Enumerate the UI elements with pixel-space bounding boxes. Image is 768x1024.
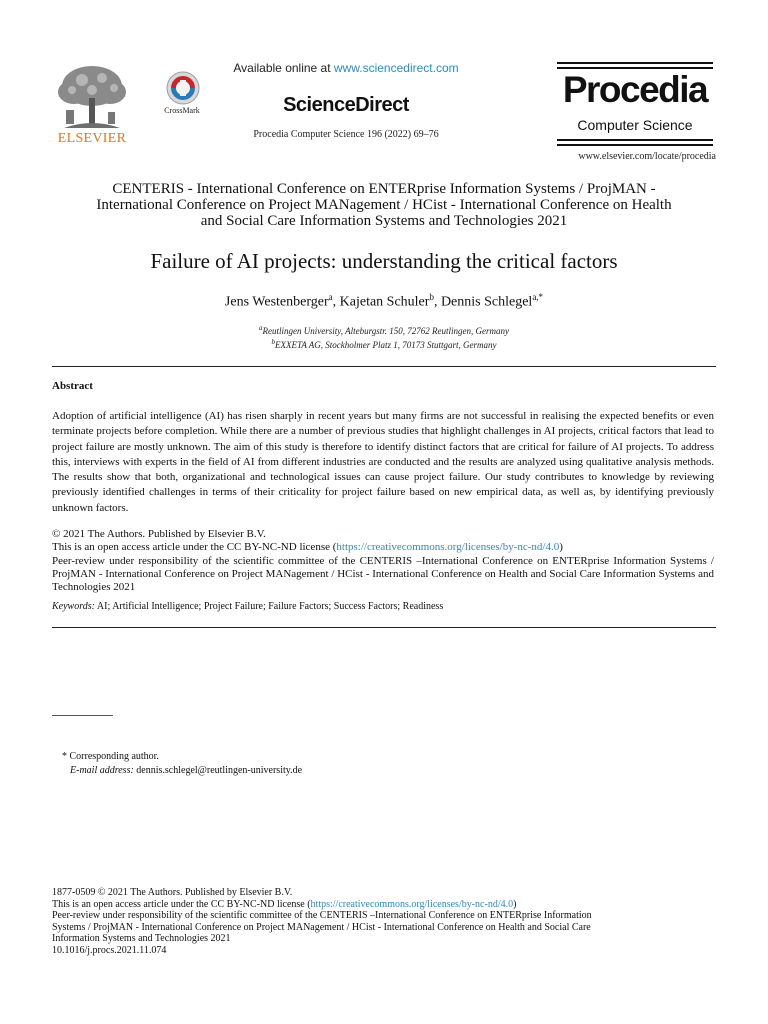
keywords-list: AI; Artificial Intelligence; Project Failure; Failure Factors; Success Factors; Readiness bbox=[94, 601, 444, 612]
license-line bbox=[52, 541, 714, 554]
abstract-body: Adoption of artificial intelligence (AI) has risen sharply in recent years but many firms are not successful in realising the expected benefits or even terminate projects before completion. While there are a number of previous studies that highlight challenges in AI projects, critical factors that lead to project failure are mostly unknown. The aim of this study is therefore to identify distinct factors that are critical for failure of AI projects. To address this, interviews with experts in the field of AI from different industries are conducted and the results are analyzed using qualitative analysis methods. The results show that both, organizational and technological issues can cause project failure. Our study contributes to knowledge by reviewing previously identified challenges in terms of their criticality for project failure based on new empirical data, as well as, by identifying previously unknown factors. bbox=[52, 410, 714, 514]
abstract-heading: Abstract bbox=[52, 380, 93, 392]
peer-review-statement: Peer-review under responsibility of the scientific committee of the CENTERIS –International Conference on ENTERprise Information Systems / ProjMAN - International Conference on Project MANagement / HCist - International Conference on Health and Social Care Information Systems and Technologies 2021 bbox=[52, 555, 714, 593]
author-name: Kajetan Schuler bbox=[339, 294, 430, 310]
license-link[interactable]: https://creativecommons.org/licenses/by-nc-nd/4.0 bbox=[336, 541, 560, 553]
footer-peer-review-line: Information Systems and Technologies 2021 bbox=[52, 933, 231, 944]
conference-line: CENTERIS - International Conference on ENTERprise Information Systems / ProjMAN - bbox=[112, 181, 656, 197]
footer-issn: 1877-0509 © 2021 The Authors. Published by Elsevier B.V. bbox=[52, 887, 293, 898]
keywords bbox=[52, 601, 714, 612]
footer-license bbox=[52, 899, 716, 911]
conference-line: and Social Care Information Systems and Technologies 2021 bbox=[200, 213, 568, 229]
author-separator: , bbox=[433, 294, 441, 310]
footer-license-link[interactable]: https://creativecommons.org/licenses/by-nc-nd/4.0 bbox=[310, 898, 514, 910]
sciencedirect-link[interactable]: www.sciencedirect.com bbox=[333, 61, 459, 75]
affiliation-text: EXXETA AG, Stockholmer Platz 1, 70173 Stuttgart, Germany bbox=[275, 340, 497, 350]
conference-line: International Conference on Project MANagement / HCist - International Conference on Health bbox=[96, 197, 672, 213]
affiliation-mark: b bbox=[271, 338, 275, 346]
sciencedirect-wordmark: ScienceDirect bbox=[283, 94, 409, 116]
conference-name bbox=[52, 181, 716, 229]
section-divider bbox=[52, 627, 716, 628]
affiliation-mark: a bbox=[259, 324, 263, 332]
license-suffix: ) bbox=[559, 541, 563, 553]
footer-peer-review-line: Systems / ProjMAN - International Conference on Project MANagement / HCist - International Conference on Health and Social Care bbox=[52, 921, 591, 933]
affiliation-text: Reutlingen University, Alteburgstr. 150, 72762 Reutlingen, Germany bbox=[262, 326, 509, 336]
journal-citation: Procedia Computer Science 196 (2022) 69–76 bbox=[253, 129, 439, 140]
procedia-subtitle: Computer Science bbox=[577, 117, 693, 133]
corresponding-author-note: * Corresponding author. bbox=[62, 751, 159, 762]
author-separator: , bbox=[332, 294, 340, 310]
footer-license-suffix: ) bbox=[513, 898, 517, 910]
footer-peer-review-line: Peer-review under responsibility of the scientific committee of the CENTERIS –International Conference on ENTERprise Information bbox=[52, 910, 592, 921]
author-name: Dennis Schlegel bbox=[440, 294, 533, 310]
elsevier-wordmark: ELSEVIER bbox=[57, 131, 127, 146]
affiliation bbox=[52, 324, 716, 336]
section-divider bbox=[52, 366, 716, 367]
author-affiliation-mark: a bbox=[328, 292, 333, 302]
crossmark-label: CrossMark bbox=[164, 106, 200, 115]
author-affiliation-mark: b bbox=[429, 292, 434, 302]
license-prefix: This is an open access article under the CC BY-NC-ND license ( bbox=[52, 541, 337, 553]
procedia-url[interactable]: www.elsevier.com/locate/procedia bbox=[578, 151, 716, 162]
email-label: E-mail address: bbox=[70, 765, 134, 776]
page-footer bbox=[52, 887, 716, 956]
keywords-label: Keywords: bbox=[52, 601, 95, 612]
email-address[interactable]: dennis.schlegel@reutlingen-university.de bbox=[133, 765, 303, 776]
affiliation bbox=[52, 338, 716, 350]
available-prefix: Available online at bbox=[233, 61, 334, 75]
footer-license-prefix: This is an open access article under the CC BY-NC-ND license ( bbox=[52, 898, 311, 910]
copyright-line: © 2021 The Authors. Published by Elsevier B.V. bbox=[52, 528, 266, 540]
available-online-line bbox=[196, 61, 496, 75]
author-list bbox=[52, 292, 716, 311]
procedia-wordmark: Procedia bbox=[562, 69, 708, 110]
footer-doi[interactable]: 10.1016/j.procs.2021.11.074 bbox=[52, 944, 167, 956]
email-line bbox=[70, 765, 302, 776]
footnote-rule bbox=[52, 715, 113, 716]
author-name: Jens Westenberger bbox=[224, 294, 329, 310]
author-affiliation-mark: a,* bbox=[532, 292, 544, 302]
paper-title: Failure of AI projects: understanding the critical factors bbox=[150, 249, 618, 273]
